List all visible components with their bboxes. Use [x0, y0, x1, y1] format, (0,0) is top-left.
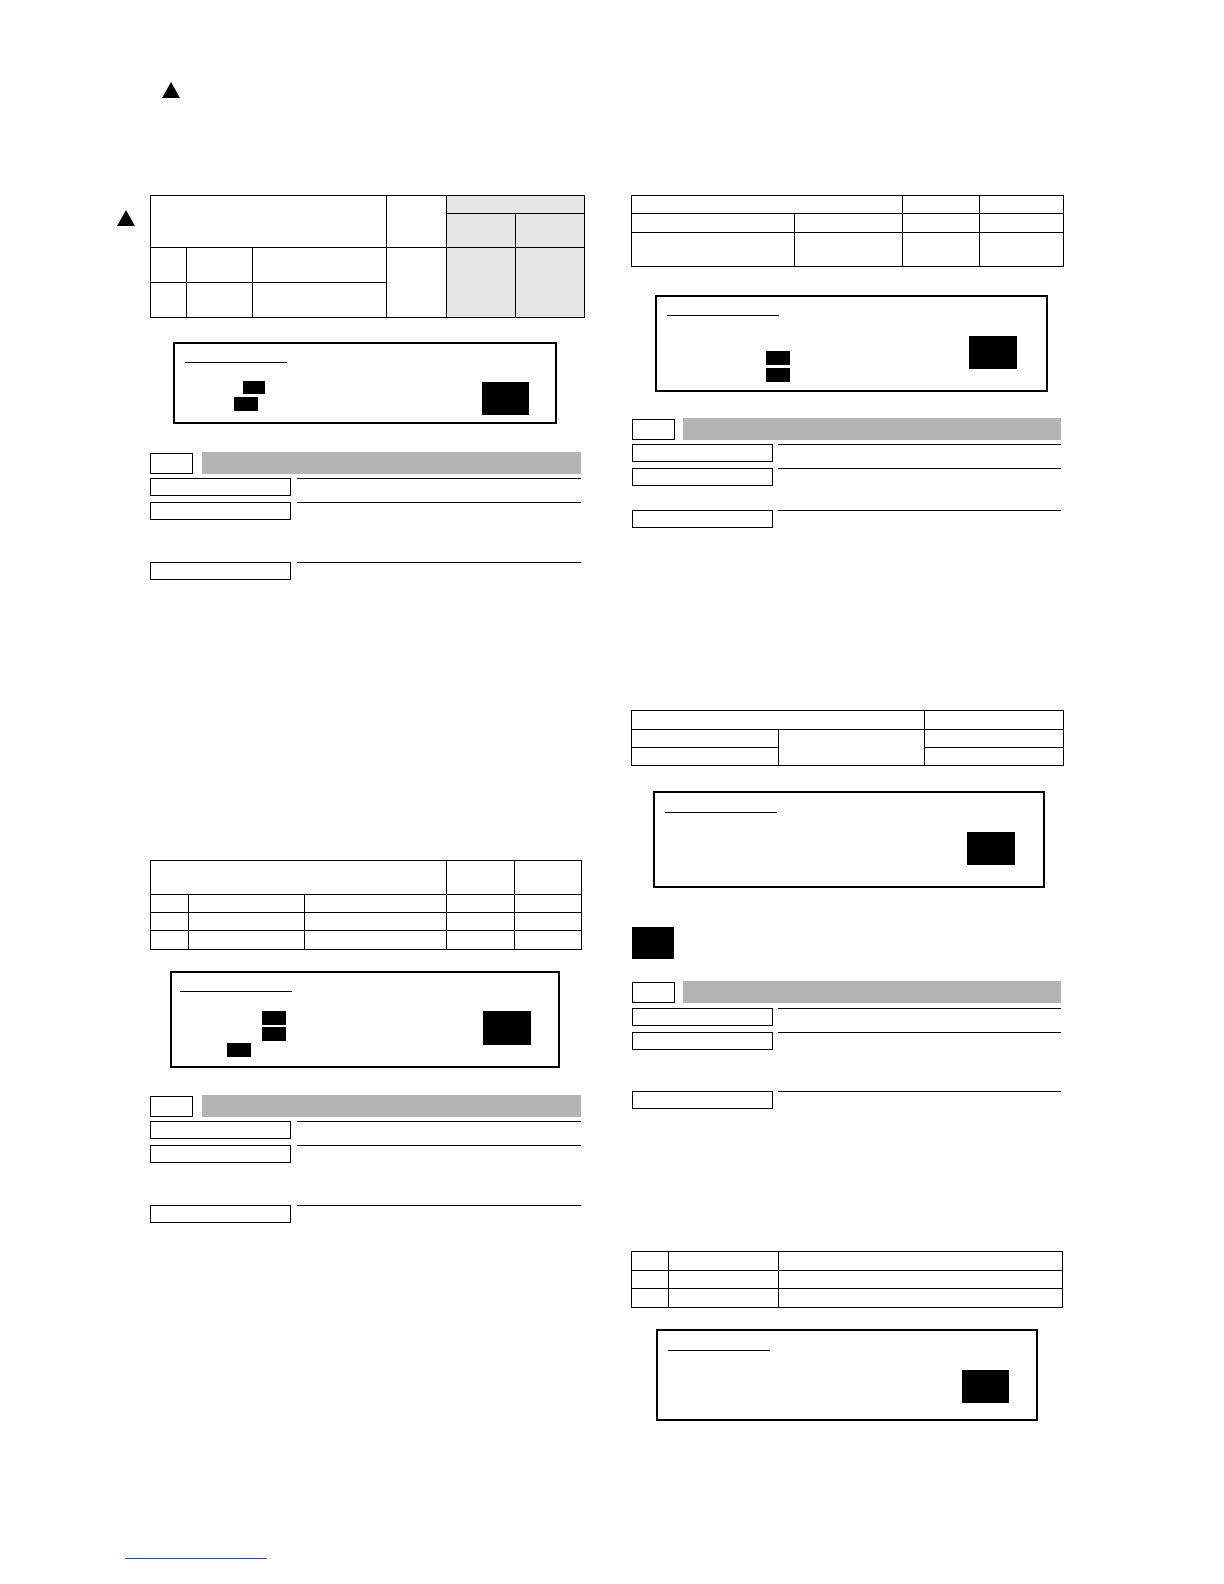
table-cell	[253, 283, 387, 318]
table-cell	[903, 233, 980, 267]
item-label-box	[632, 1091, 773, 1109]
table-cell	[925, 730, 1064, 748]
section-number-box	[632, 982, 675, 1003]
table-cell	[447, 913, 515, 931]
item-label-box	[150, 1205, 291, 1223]
execute-key	[482, 382, 529, 415]
table-cell	[189, 895, 305, 913]
table-cell	[669, 1252, 779, 1271]
table-cell	[447, 196, 585, 214]
table-cell	[669, 1289, 779, 1308]
screen-title-underline	[665, 812, 777, 813]
settings-table-5	[631, 1251, 1063, 1308]
table-cell	[253, 248, 387, 283]
item-rule	[297, 562, 581, 563]
highlight-key	[227, 1043, 251, 1057]
table-cell	[980, 233, 1064, 267]
item-label-box	[632, 1008, 773, 1026]
settings-table-4	[631, 710, 1064, 766]
table-cell	[669, 1271, 779, 1289]
section-header-bar	[202, 1095, 581, 1117]
display-screen-3	[655, 295, 1048, 392]
display-screen-1	[173, 342, 557, 424]
item-rule	[297, 1145, 581, 1146]
execute-key	[969, 336, 1017, 369]
table-cell	[903, 196, 980, 214]
item-rule	[778, 1091, 1061, 1092]
table-cell	[387, 248, 447, 318]
highlight-key	[243, 381, 265, 394]
table-cell	[151, 248, 187, 283]
display-screen-2	[170, 971, 560, 1068]
revision-triangle-icon	[117, 210, 135, 226]
highlight-key	[262, 1027, 286, 1041]
table-cell	[187, 248, 253, 283]
table-cell	[305, 895, 447, 913]
highlight-key	[766, 368, 790, 382]
section-header-bar	[202, 452, 581, 474]
section-header-bar	[683, 418, 1061, 440]
table-cell	[779, 1289, 1063, 1308]
item-rule	[778, 1008, 1061, 1009]
settings-table-1	[150, 195, 585, 318]
settings-table-3	[631, 195, 1064, 267]
table-cell	[447, 248, 516, 318]
highlight-key	[262, 1011, 286, 1025]
table-cell	[189, 931, 305, 950]
table-cell	[516, 248, 585, 318]
item-label-box	[632, 444, 773, 462]
table-cell	[305, 931, 447, 950]
footer-link[interactable]	[125, 1558, 267, 1559]
table-cell	[632, 1271, 669, 1289]
table-cell	[447, 861, 515, 895]
table-cell	[632, 214, 795, 233]
item-rule	[778, 1032, 1061, 1033]
table-cell	[980, 196, 1064, 214]
table-cell	[151, 931, 189, 950]
table-cell	[305, 913, 447, 931]
item-label-box	[150, 502, 291, 520]
table-cell	[515, 895, 582, 913]
table-cell	[632, 1252, 669, 1271]
table-cell	[515, 913, 582, 931]
table-cell	[516, 214, 585, 248]
table-cell	[632, 711, 925, 730]
table-cell	[515, 861, 582, 895]
table-cell	[779, 1271, 1063, 1289]
screen-title-underline	[180, 991, 292, 992]
item-label-box	[632, 1032, 773, 1050]
table-cell	[151, 861, 447, 895]
item-label-box	[150, 1121, 291, 1139]
execute-key	[483, 1011, 531, 1045]
item-rule	[297, 478, 581, 479]
table-cell	[925, 711, 1064, 730]
table-cell	[387, 196, 447, 248]
table-cell	[151, 196, 387, 248]
highlight-key	[234, 397, 258, 411]
table-cell	[980, 214, 1064, 233]
item-rule	[778, 444, 1061, 445]
item-rule	[778, 510, 1061, 511]
settings-table-2	[150, 860, 582, 950]
item-label-box	[150, 562, 291, 580]
table-cell	[515, 931, 582, 950]
item-rule	[297, 1121, 581, 1122]
highlight-key	[766, 351, 790, 365]
display-screen-4	[653, 791, 1045, 888]
table-cell	[632, 196, 903, 214]
screen-title-underline	[667, 315, 779, 316]
table-cell	[925, 748, 1064, 766]
item-rule	[297, 1205, 581, 1206]
section-number-box	[150, 1096, 193, 1117]
screen-title-underline	[185, 362, 287, 363]
table-cell	[151, 283, 187, 318]
table-cell	[795, 214, 903, 233]
section-header-bar	[683, 981, 1061, 1003]
item-rule	[297, 502, 581, 503]
table-cell	[189, 913, 305, 931]
revision-triangle-icon	[162, 82, 180, 98]
table-cell	[151, 895, 189, 913]
table-cell	[187, 283, 253, 318]
execute-key	[962, 1370, 1009, 1403]
table-cell	[903, 214, 980, 233]
table-cell	[779, 1252, 1063, 1271]
display-screen-5	[656, 1329, 1038, 1421]
table-cell	[151, 913, 189, 931]
item-label-box	[632, 510, 773, 528]
standalone-key-block	[632, 927, 674, 959]
item-label-box	[150, 1145, 291, 1163]
table-cell	[632, 748, 779, 766]
table-cell	[632, 730, 779, 748]
table-cell	[447, 214, 516, 248]
item-label-box	[632, 468, 773, 486]
execute-key	[967, 832, 1015, 865]
screen-title-underline	[668, 1350, 770, 1351]
section-number-box	[150, 453, 193, 474]
table-cell	[632, 233, 795, 267]
section-number-box	[632, 419, 675, 440]
item-label-box	[150, 478, 291, 496]
table-cell	[447, 931, 515, 950]
table-cell	[447, 895, 515, 913]
item-rule	[778, 468, 1061, 469]
table-cell	[795, 233, 903, 267]
table-cell	[632, 1289, 669, 1308]
table-cell	[779, 730, 925, 766]
